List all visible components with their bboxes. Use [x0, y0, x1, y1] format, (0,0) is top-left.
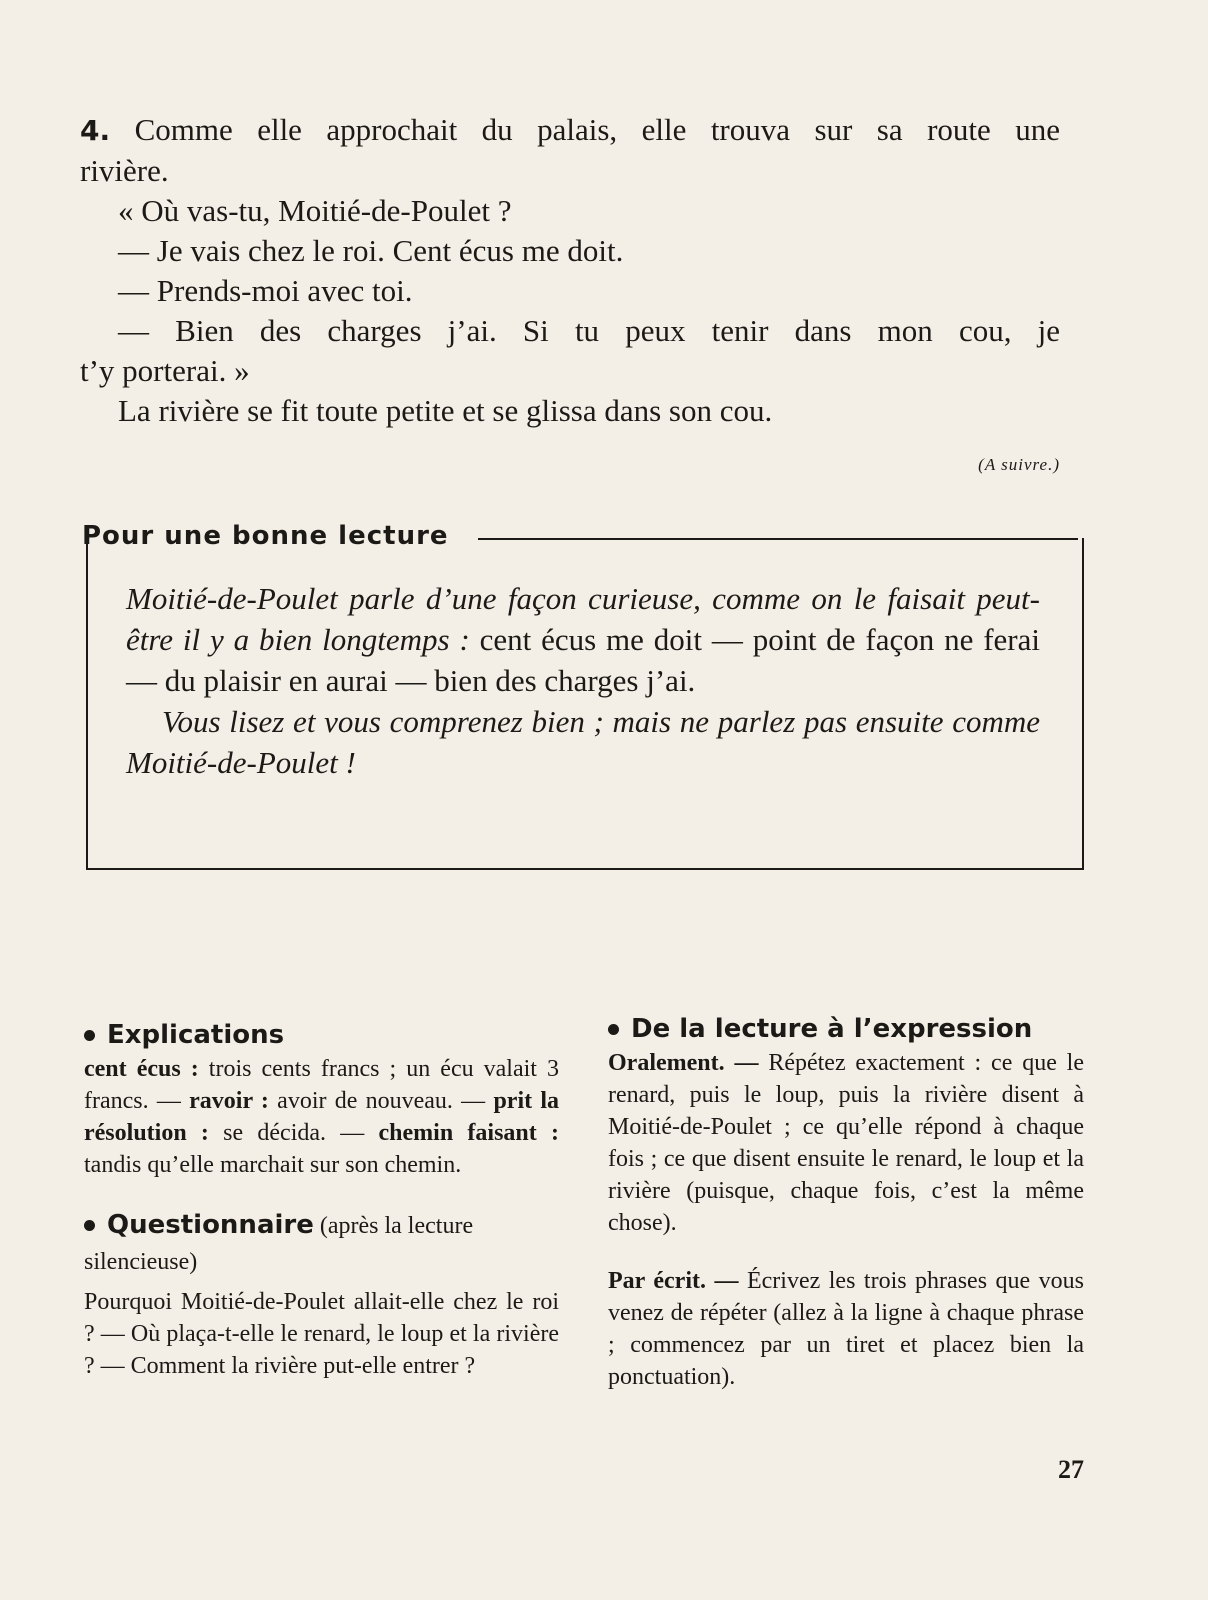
- explications-text: cent écus : trois cents francs ; un écu valait 3 francs. — ravoir : avoir de nouveau. — prit la résolution : se décida. — chemin faisant : tandis qu’elle marchait sur son chemin.: [84, 1056, 560, 1178]
- box-paragraph-1: Moitié-de-Poulet parle d’une façon curieuse, comme on le faisait peut-être il y a bien longtemps : cent écus me doit — point de façon ne ferai — du plaisir en aurai — bien des charges j’ai.: [126, 581, 1040, 698]
- story-line-8: La rivière se fit toute petite et se glissa dans son cou.: [118, 393, 773, 428]
- bullet-icon: [84, 1030, 95, 1041]
- oral-text: Oralement. — Répétez exactement : ce que le renard, puis le loup, puis la rivière disent à Moitié-de-Poulet ; ce qu’elle répond à chaque fois ; ce que disent ensuite le renard, le loup et la rivière (puisque, chaque fois, c’est la même chose).: [608, 1050, 1085, 1236]
- story-line-7: t’y porterai. »: [80, 353, 250, 388]
- story-line-4: — Je vais chez le roi. Cent écus me doit.: [118, 233, 624, 268]
- questionnaire-heading: Questionnaire (après la lecture silencieuse): [84, 1210, 474, 1275]
- explications-heading: Explications: [84, 1017, 559, 1053]
- reading-box-text: [126, 578, 1040, 783]
- questionnaire-text: Pourquoi Moitié-de-Poulet allait-elle chez le roi ? — Où plaça-t-elle le renard, le loup et la rivière ? — Comment la rivière put-elle entrer ?: [84, 1289, 559, 1379]
- bullet-icon: [608, 1024, 619, 1035]
- right-column: [608, 1014, 1085, 1393]
- bullet-icon: [84, 1220, 95, 1231]
- story-line-3: « Où vas-tu, Moitié-de-Poulet ?: [118, 193, 512, 228]
- story-line-1: 4. Comme elle approchait du palais, elle trouva sur sa route une: [80, 112, 1060, 147]
- story-line-2: rivière.: [80, 153, 169, 188]
- box-title: Pour une bonne lecture: [82, 521, 449, 551]
- story-text: [80, 110, 1060, 431]
- written-text: Par écrit. — Écrivez les trois phrases que vous venez de répéter (allez à la ligne à chaque phrase ; commencez par un tiret et placez bien la ponctuation).: [608, 1268, 1085, 1390]
- paragraph-number: 4.: [80, 114, 111, 147]
- page-number: 27: [1058, 1455, 1084, 1484]
- expression-heading: De la lecture à l’expression: [608, 1011, 1084, 1047]
- left-column: [84, 1017, 559, 1382]
- continued-note: (A suivre.): [978, 455, 1060, 474]
- box-paragraph-2: Vous lisez et vous comprenez bien ; mais ne parlez pas ensuite comme Moitié-de-Poulet !: [126, 704, 1040, 780]
- story-line-5: — Prends-moi avec toi.: [118, 273, 413, 308]
- story-line-6: — Bien des charges j’ai. Si tu peux tenir dans mon cou, je: [118, 313, 1060, 348]
